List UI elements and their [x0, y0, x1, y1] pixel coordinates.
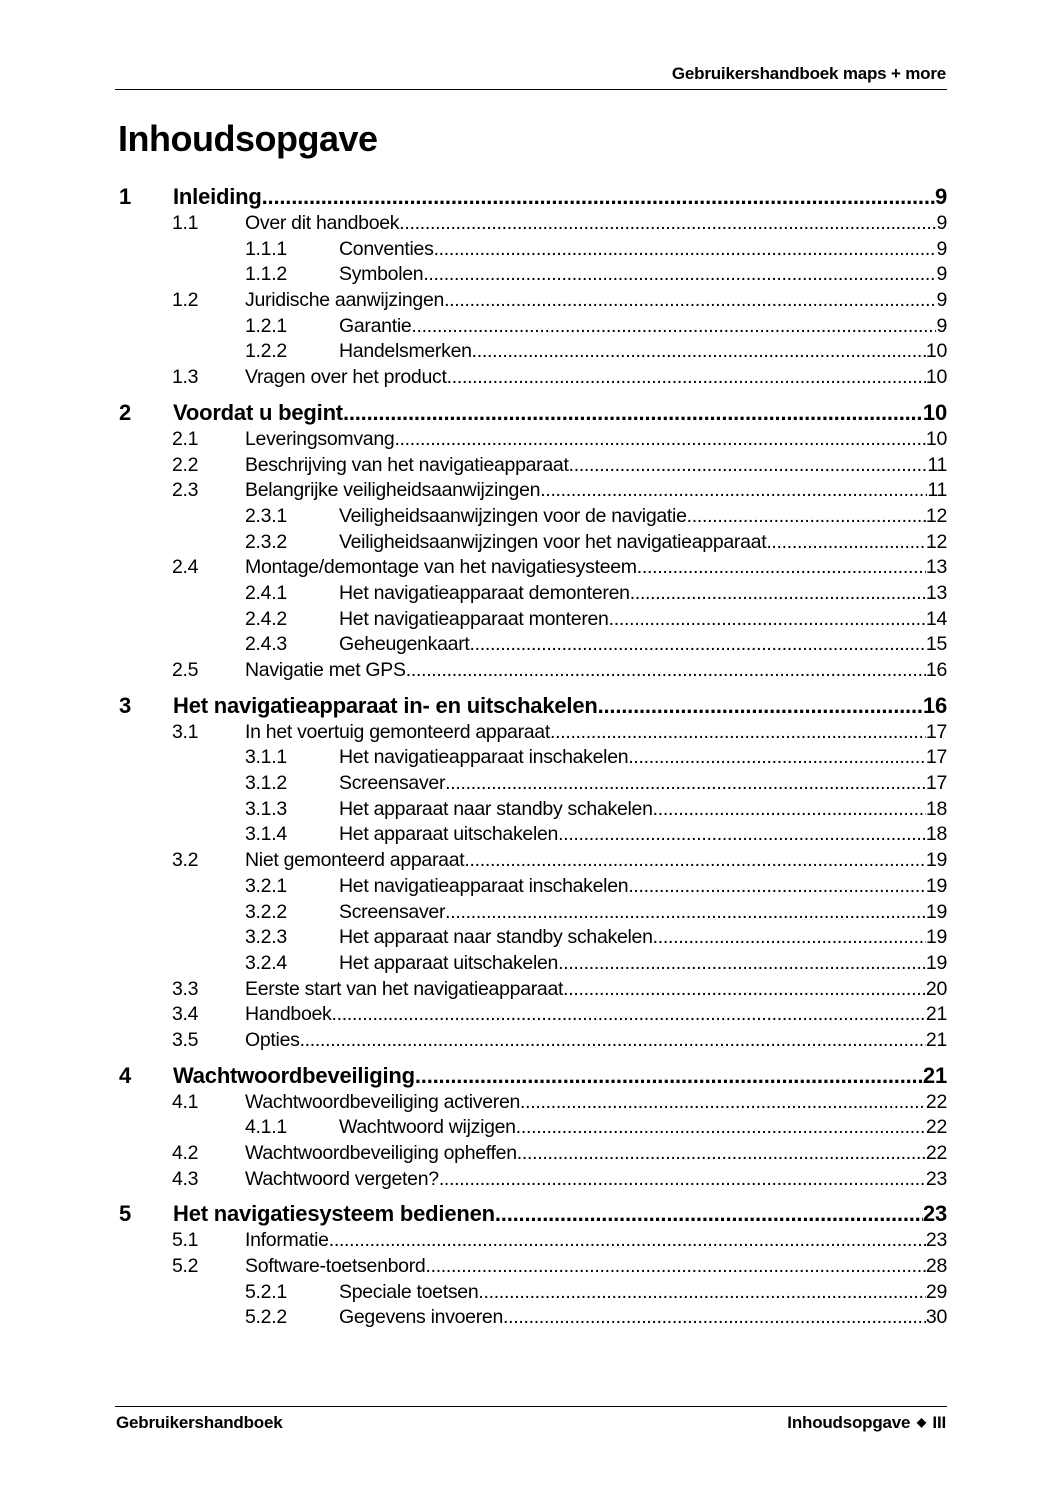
toc-entry-page: 28 — [925, 1255, 947, 1278]
toc-dot-leader — [394, 427, 925, 453]
toc-entry[interactable] — [115, 848, 947, 874]
toc-dot-leader — [653, 797, 926, 823]
toc-entry-page: 9 — [936, 314, 947, 337]
diamond-icon: ◆ — [916, 1415, 926, 1429]
toc-entry-title: Handelsmerken — [339, 340, 472, 363]
table-of-contents — [115, 183, 947, 1331]
toc-entry-title: Screensaver — [339, 772, 446, 795]
toc-dot-leader — [411, 314, 936, 340]
toc-entry-page: 19 — [925, 926, 947, 949]
toc-entry-number: 3 — [119, 692, 132, 718]
toc-entry-page: 10 — [925, 366, 947, 389]
toc-dot-leader — [569, 453, 928, 479]
toc-entry[interactable] — [115, 530, 947, 556]
toc-dot-leader — [300, 1028, 926, 1054]
toc-entry[interactable] — [115, 1280, 947, 1306]
toc-entry-number: 1.2 — [172, 289, 199, 312]
toc-entry-title: Het navigatieapparaat inschakelen — [339, 874, 629, 897]
toc-entry-title: Juridische aanwijzingen — [245, 289, 445, 312]
toc-entry-number: 3.4 — [172, 1003, 199, 1026]
toc-entry-number: 1.1.1 — [245, 237, 287, 260]
toc-dot-leader — [399, 211, 936, 237]
toc-entry-title: Het navigatieapparaat monteren — [339, 607, 609, 630]
toc-dot-leader — [540, 478, 927, 504]
toc-entry[interactable] — [115, 1002, 947, 1028]
toc-entry-number: 2.1 — [172, 427, 199, 450]
toc-entry[interactable] — [115, 1200, 947, 1228]
toc-entry-title: Wachtwoord vergeten? — [245, 1167, 439, 1190]
toc-entry[interactable] — [115, 977, 947, 1003]
toc-entry-title: Eerste start van het navigatieapparaat — [245, 977, 564, 1000]
toc-entry[interactable] — [115, 720, 947, 746]
toc-entry[interactable] — [115, 658, 947, 684]
toc-entry-number: 4.1 — [172, 1090, 199, 1113]
toc-entry-title: Veiligheidsaanwijzingen voor het navigatieapparaat — [339, 530, 767, 553]
toc-entry-number: 2.4 — [172, 556, 199, 579]
toc-entry-number: 3.2.3 — [245, 926, 287, 949]
toc-dot-leader — [517, 1141, 926, 1167]
toc-dot-leader — [478, 1280, 926, 1306]
toc-entry-page: 19 — [925, 849, 947, 872]
toc-entry-page: 9 — [934, 184, 947, 209]
toc-entry[interactable] — [115, 1305, 947, 1331]
toc-dot-leader — [415, 1062, 923, 1090]
toc-dot-leader — [637, 555, 926, 581]
toc-entry-page: 10 — [925, 340, 947, 363]
toc-dot-leader — [609, 607, 926, 633]
toc-dot-leader — [445, 771, 926, 797]
toc-entry-title: Het apparaat uitschakelen — [339, 951, 559, 974]
toc-dot-leader — [687, 504, 926, 530]
toc-entry-page: 11 — [927, 453, 947, 476]
toc-dot-leader — [425, 1254, 925, 1280]
toc-entry-number: 3.2 — [172, 849, 199, 872]
toc-entry-page: 19 — [925, 900, 947, 923]
toc-entry-number: 5.2 — [172, 1255, 199, 1278]
toc-entry-number: 4.2 — [172, 1142, 199, 1164]
toc-entry-number: 5.2.2 — [245, 1306, 287, 1329]
toc-entry-page: 19 — [925, 874, 947, 897]
footer-right — [787, 1413, 946, 1433]
toc-entry-number: 1.1 — [172, 212, 199, 234]
toc-dot-leader — [558, 951, 926, 977]
toc-entry-title: Handboek — [245, 1003, 332, 1026]
footer-page-number: III — [932, 1413, 946, 1432]
toc-entry[interactable] — [115, 262, 947, 288]
toc-entry-title: Wachtwoordbeveiliging activeren — [245, 1090, 521, 1113]
toc-dot-leader — [406, 658, 926, 684]
toc-entry[interactable] — [115, 900, 947, 926]
toc-entry-page: 21 — [925, 1028, 947, 1051]
toc-entry-title: Over dit handboek — [245, 212, 400, 234]
toc-dot-leader — [503, 1305, 926, 1331]
toc-entry-page: 16 — [922, 692, 947, 718]
toc-entry-title: Niet gemonteerd apparaat — [245, 849, 465, 872]
toc-entry[interactable] — [115, 632, 947, 658]
toc-entry-number: 2.5 — [172, 659, 199, 681]
toc-dot-leader — [262, 183, 935, 211]
toc-entry-page: 16 — [925, 659, 947, 681]
toc-entry[interactable] — [115, 365, 947, 391]
toc-entry-page: 17 — [925, 720, 947, 743]
toc-entry-page: 21 — [925, 1003, 947, 1026]
toc-dot-leader — [766, 530, 926, 556]
toc-entry-title: Het navigatieapparaat in- en uitschakelen — [173, 692, 598, 718]
toc-dot-leader — [495, 1200, 923, 1228]
toc-entry-page: 22 — [925, 1142, 947, 1164]
toc-dot-leader — [464, 848, 926, 874]
toc-entry-title: Wachtwoordbeveiliging opheffen — [245, 1142, 517, 1164]
toc-entry-title: Het apparaat naar standby schakelen — [339, 797, 653, 820]
toc-entry-number: 3.2.4 — [245, 951, 287, 974]
toc-entry-number: 3.3 — [172, 977, 199, 1000]
toc-entry-number: 1 — [119, 184, 132, 209]
toc-entry-title: Opties — [245, 1028, 300, 1051]
toc-entry-number: 1.2.2 — [245, 340, 287, 363]
toc-entry[interactable] — [115, 1167, 947, 1193]
toc-entry-title: Software-toetsenbord — [245, 1255, 426, 1278]
toc-entry-title: Het navigatiesysteem bedienen — [173, 1201, 495, 1227]
toc-entry-page: 29 — [925, 1280, 947, 1303]
toc-entry-number: 5 — [119, 1201, 132, 1227]
toc-entry[interactable] — [115, 555, 947, 581]
toc-entry-title: Belangrijke veiligheidsaanwijzingen — [245, 479, 541, 502]
toc-entry-page: 18 — [925, 797, 947, 820]
header-text: Gebruikershandboek maps + more — [671, 64, 946, 83]
toc-entry-page: 10 — [922, 399, 947, 425]
toc-entry-page: 23 — [925, 1229, 947, 1252]
toc-entry-page: 20 — [925, 977, 947, 1000]
toc-dot-leader — [343, 399, 923, 427]
toc-entry-title: In het voertuig gemonteerd apparaat — [245, 720, 550, 743]
toc-entry[interactable] — [115, 288, 947, 314]
toc-entry-page: 22 — [925, 1116, 947, 1139]
toc-entry-title: Wachtwoord wijzigen — [339, 1116, 516, 1139]
toc-entry[interactable] — [115, 951, 947, 977]
toc-entry-page: 9 — [936, 289, 947, 312]
toc-entry-page: 23 — [925, 1167, 947, 1190]
toc-entry-title: Garantie — [339, 314, 412, 337]
toc-entry[interactable] — [115, 925, 947, 951]
page-title: Inhoudsopgave — [118, 118, 378, 159]
toc-entry-title: Wachtwoordbeveiliging — [173, 1062, 415, 1088]
toc-entry-title: Conventies — [339, 237, 434, 260]
toc-entry[interactable] — [115, 1028, 947, 1054]
toc-entry-title: Voordat u begint — [173, 399, 343, 425]
toc-entry-page: 15 — [925, 633, 947, 656]
toc-entry-page: 11 — [927, 479, 947, 502]
toc-entry[interactable] — [115, 478, 947, 504]
toc-entry-page: 13 — [925, 581, 947, 604]
toc-dot-leader — [444, 288, 936, 314]
toc-entry-page: 18 — [925, 823, 947, 846]
toc-entry-page: 22 — [925, 1090, 947, 1113]
toc-entry-page: 12 — [925, 504, 947, 527]
footer-left-text: Gebruikershandboek — [116, 1413, 283, 1432]
toc-entry[interactable] — [115, 237, 947, 263]
toc-dot-leader — [520, 1090, 926, 1116]
toc-entry-number: 5.2.1 — [245, 1280, 287, 1303]
toc-dot-leader — [332, 1002, 926, 1028]
toc-entry-title: Symbolen — [339, 263, 424, 286]
toc-entry[interactable] — [115, 1141, 947, 1167]
toc-entry-number: 2.4.2 — [245, 607, 287, 630]
toc-dot-leader — [558, 822, 926, 848]
toc-entry-title: Vragen over het product — [245, 366, 447, 389]
toc-entry[interactable] — [115, 1062, 947, 1090]
toc-dot-leader — [445, 900, 926, 926]
toc-entry-page: 23 — [922, 1201, 947, 1227]
toc-dot-leader — [470, 632, 926, 658]
toc-entry-number: 4.1.1 — [245, 1116, 287, 1139]
toc-entry-title: Veiligheidsaanwijzingen voor de navigatie — [339, 504, 687, 527]
toc-entry-page: 13 — [925, 556, 947, 579]
toc-entry-number: 3.1 — [172, 720, 199, 743]
toc-entry-title: Het navigatieapparaat inschakelen — [339, 746, 629, 769]
toc-entry-number: 3.1.4 — [245, 823, 287, 846]
toc-dot-leader — [516, 1115, 926, 1141]
toc-entry[interactable] — [115, 211, 947, 237]
toc-entry-title: Het apparaat uitschakelen — [339, 823, 559, 846]
toc-entry-number: 3.5 — [172, 1028, 199, 1051]
toc-entry-number: 3.1.1 — [245, 746, 287, 769]
toc-entry-page: 10 — [925, 427, 947, 450]
toc-entry-page: 17 — [925, 746, 947, 769]
toc-entry-number: 1.2.1 — [245, 314, 287, 337]
toc-entry-title: Geheugenkaart — [339, 633, 470, 656]
toc-entry-page: 19 — [925, 951, 947, 974]
toc-entry-number: 2.3.2 — [245, 530, 287, 553]
toc-entry-number: 2.4.1 — [245, 581, 287, 604]
toc-entry[interactable] — [115, 453, 947, 479]
toc-entry[interactable] — [115, 314, 947, 340]
footer-section-title: Inhoudsopgave — [787, 1413, 911, 1432]
toc-dot-leader — [630, 581, 926, 607]
toc-entry-number: 4 — [119, 1062, 132, 1088]
toc-entry-page: 14 — [925, 607, 947, 630]
toc-entry-number: 1.1.2 — [245, 263, 287, 286]
toc-entry-page: 21 — [922, 1062, 947, 1088]
toc-entry[interactable] — [115, 1115, 947, 1141]
toc-entry-title: Navigatie met GPS — [245, 659, 406, 681]
toc-entry[interactable] — [115, 1090, 947, 1116]
toc-dot-leader — [563, 977, 926, 1003]
toc-dot-leader — [423, 262, 936, 288]
toc-entry-title: Screensaver — [339, 900, 446, 923]
toc-entry-page: 9 — [936, 212, 947, 234]
toc-entry-page: 17 — [925, 772, 947, 795]
page-header — [115, 62, 947, 90]
toc-entry-number: 5.1 — [172, 1229, 199, 1252]
toc-dot-leader — [329, 1228, 926, 1254]
toc-entry[interactable] — [115, 607, 947, 633]
toc-entry-number: 2 — [119, 399, 132, 425]
toc-dot-leader — [598, 692, 923, 720]
toc-entry-page: 9 — [936, 263, 947, 286]
toc-entry-title: Gegevens invoeren — [339, 1306, 504, 1329]
toc-entry[interactable] — [115, 1254, 947, 1280]
toc-entry-number: 3.1.3 — [245, 797, 287, 820]
toc-entry[interactable] — [115, 745, 947, 771]
page-footer — [115, 1406, 947, 1437]
toc-entry-title: Speciale toetsen — [339, 1280, 479, 1303]
toc-entry-page: 12 — [925, 530, 947, 553]
toc-entry[interactable] — [115, 822, 947, 848]
toc-entry-page: 9 — [936, 237, 947, 260]
toc-entry-number: 1.3 — [172, 366, 199, 389]
toc-entry[interactable] — [115, 427, 947, 453]
toc-dot-leader — [439, 1167, 926, 1193]
toc-entry-number: 2.3.1 — [245, 504, 287, 527]
toc-dot-leader — [447, 365, 926, 391]
toc-entry-title: Montage/demontage van het navigatiesysteem — [245, 556, 637, 579]
toc-entry-title: Beschrijving van het navigatieapparaat — [245, 453, 569, 476]
toc-entry[interactable] — [115, 771, 947, 797]
toc-dot-leader — [628, 745, 926, 771]
toc-entry-number: 2.3 — [172, 479, 199, 502]
toc-dot-leader — [653, 925, 926, 951]
toc-entry[interactable] — [115, 1228, 947, 1254]
toc-entry-number: 4.3 — [172, 1167, 199, 1190]
toc-entry[interactable] — [115, 504, 947, 530]
toc-dot-leader — [434, 237, 937, 263]
toc-entry[interactable] — [115, 797, 947, 823]
toc-entry-number: 3.2.2 — [245, 900, 287, 923]
toc-entry-title: Leveringsomvang — [245, 427, 395, 450]
toc-entry-number: 2.4.3 — [245, 633, 287, 656]
toc-entry[interactable] — [115, 183, 947, 211]
toc-entry[interactable] — [115, 692, 947, 720]
toc-dot-leader — [472, 339, 926, 365]
toc-entry-number: 3.1.2 — [245, 772, 287, 795]
toc-dot-leader — [550, 720, 926, 746]
toc-entry[interactable] — [115, 399, 947, 427]
toc-entry[interactable] — [115, 874, 947, 900]
toc-entry[interactable] — [115, 581, 947, 607]
toc-entry-page: 30 — [925, 1306, 947, 1329]
toc-entry-number: 2.2 — [172, 453, 199, 476]
toc-entry-number: 3.2.1 — [245, 874, 287, 897]
toc-entry-title: Het apparaat naar standby schakelen — [339, 926, 653, 949]
toc-entry-title: Inleiding — [173, 184, 262, 209]
toc-entry-title: Informatie — [245, 1229, 329, 1252]
toc-entry[interactable] — [115, 339, 947, 365]
toc-dot-leader — [628, 874, 926, 900]
toc-entry-title: Het navigatieapparaat demonteren — [339, 581, 630, 604]
